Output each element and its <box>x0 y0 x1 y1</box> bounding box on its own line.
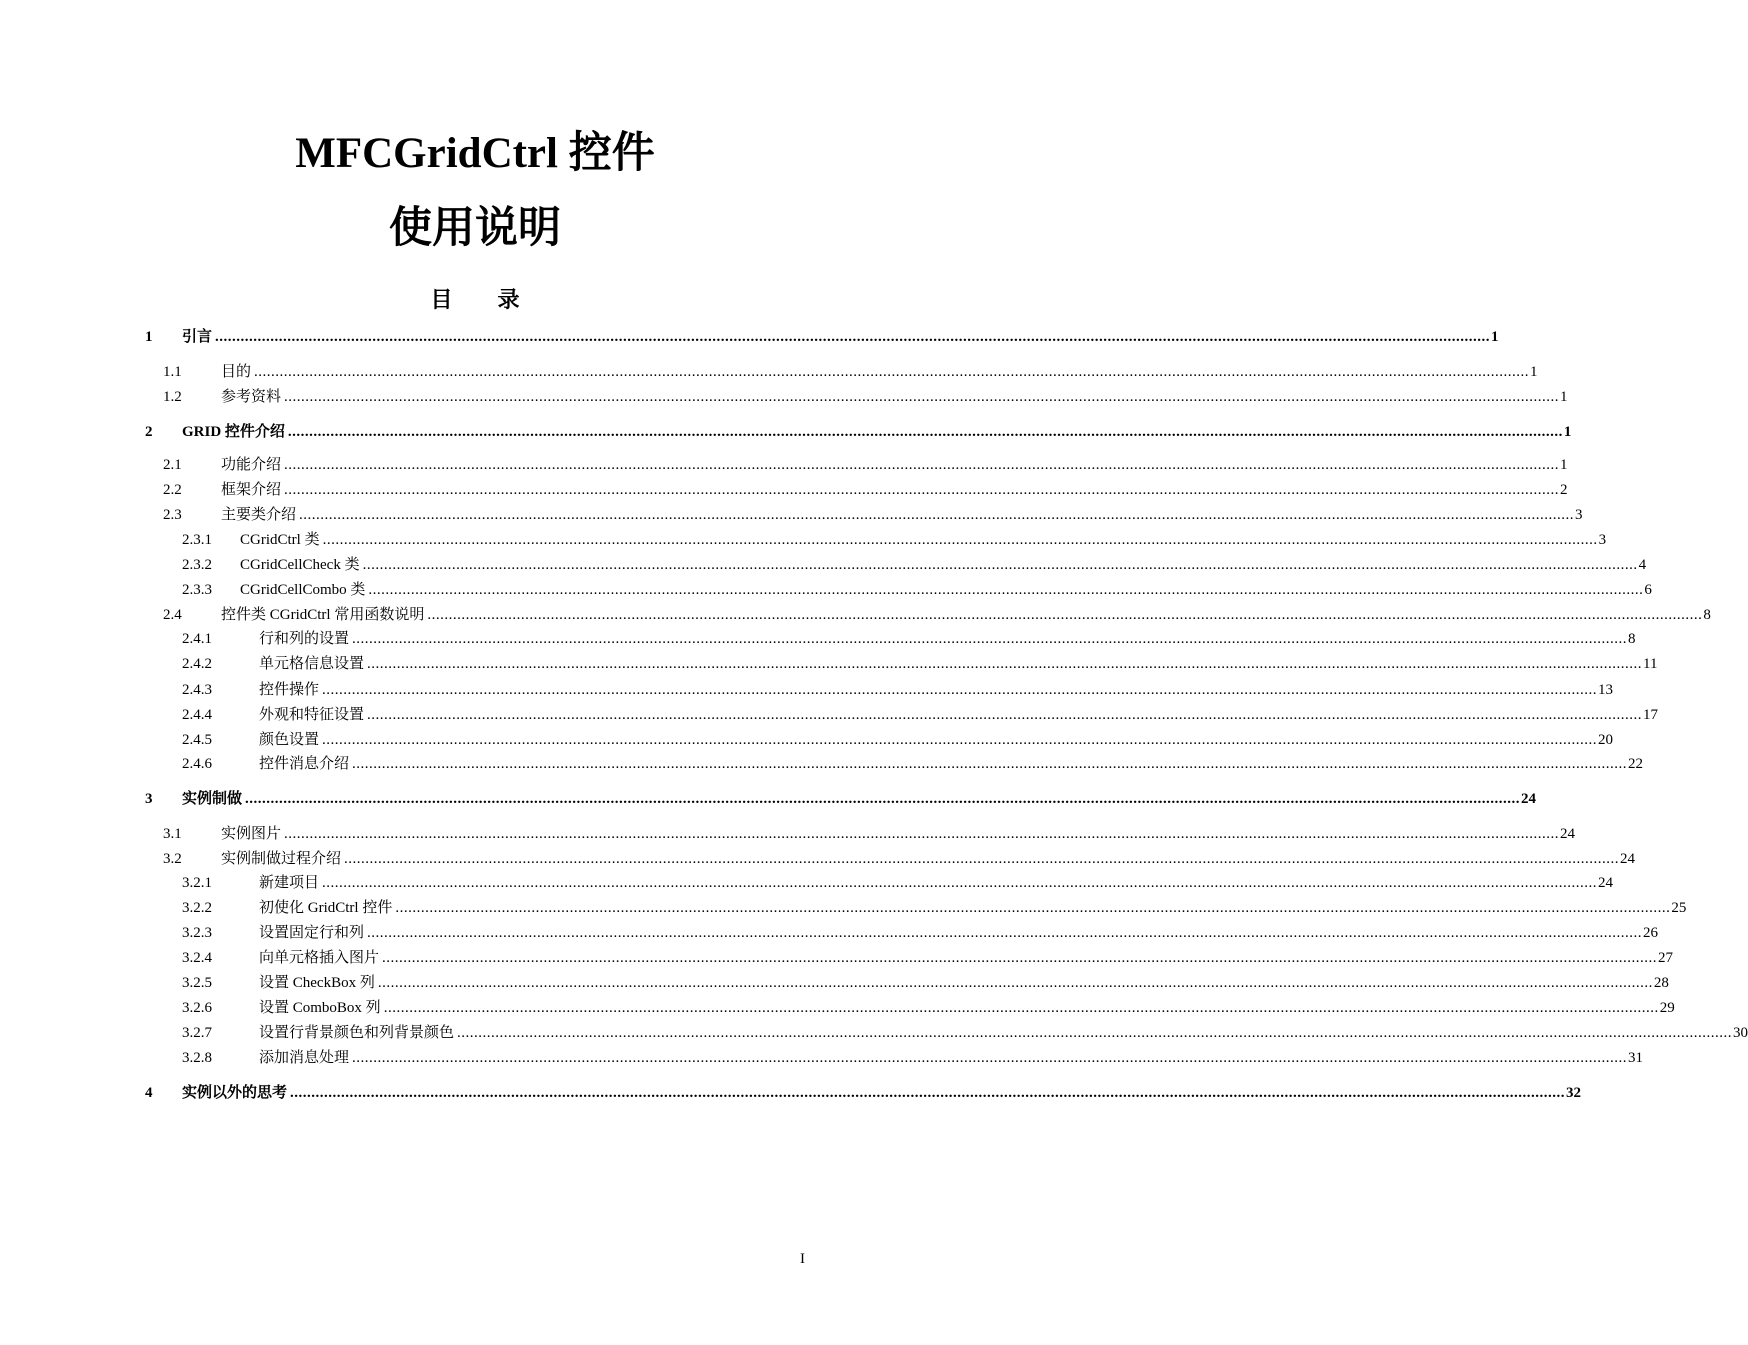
toc-entry-number: 1 <box>145 329 153 345</box>
toc-entry-title: 外观和特征设置 <box>259 707 365 723</box>
toc-entry[interactable] <box>0 386 1568 408</box>
toc-entry-page: 11 <box>1643 656 1658 672</box>
toc-entry-page: 20 <box>1598 732 1614 748</box>
toc-entry-number: 2.4.6 <box>182 756 212 772</box>
toc-entry[interactable] <box>0 679 1614 701</box>
toc-entry-title: 目的 <box>221 364 252 380</box>
toc-dot-leader: ............................................................................................................................................................................................................................................................................................................ <box>362 557 1638 573</box>
toc-entry-number: 3.2.8 <box>182 1050 212 1066</box>
toc-entry-number: 2.4.2 <box>182 656 212 672</box>
toc-entry[interactable] <box>0 504 1583 526</box>
toc-entry-title: 行和列的设置 <box>259 631 350 647</box>
toc-entry-page: 13 <box>1598 682 1614 698</box>
toc-entry[interactable] <box>0 361 1538 383</box>
toc-entry-title: 参考资料 <box>221 389 282 405</box>
toc-dot-leader: ............................................................................................................................................................................................................................................................................................................ <box>368 582 1644 598</box>
toc-entry-page: 1 <box>1560 457 1568 473</box>
toc-entry[interactable] <box>0 872 1614 894</box>
toc-entry-title: 设置固定行和列 <box>259 925 365 941</box>
toc-entry[interactable] <box>0 326 1499 348</box>
toc-entry-page: 1 <box>1563 424 1572 440</box>
toc-entry-page: 22 <box>1628 756 1644 772</box>
toc-entry-page: 1 <box>1560 389 1568 405</box>
toc-entry-number: 2.1 <box>163 457 182 473</box>
toc-entry[interactable] <box>0 997 1675 1019</box>
toc-entry-page: 2 <box>1560 482 1568 498</box>
toc-entry-title: 引言 <box>182 329 213 345</box>
toc-entry[interactable] <box>0 704 1659 726</box>
page-number: I <box>800 1251 805 1267</box>
toc-entry-title: GRID 控件介绍 <box>182 424 285 440</box>
toc-dot-leader: ............................................................................................................................................................................................................................................................................................................ <box>344 851 1620 867</box>
toc-entry-number: 2.4 <box>163 607 182 623</box>
toc-dot-leader: ............................................................................................................................................................................................................................................................................................................ <box>382 950 1658 966</box>
toc-dot-leader: ............................................................................................................................................................................................................................................................................................................ <box>299 507 1575 523</box>
toc-dot-leader: ............................................................................................................................................................................................................................................................................................................ <box>322 532 1598 548</box>
toc-entry-page: 4 <box>1638 557 1647 573</box>
toc-entry-page: 1 <box>1491 329 1499 345</box>
toc-entry-number: 2.2 <box>163 482 182 498</box>
toc-entry-title: 控件操作 <box>259 682 320 698</box>
toc-entry[interactable] <box>0 421 1572 443</box>
toc-entry-number: 3.2.3 <box>182 925 212 941</box>
toc-entry[interactable] <box>0 1047 1644 1069</box>
toc-entry-title: CGridCellCombo 类 <box>240 582 366 598</box>
toc-entry-page: 3 <box>1575 507 1583 523</box>
toc-entry-title: 新建项目 <box>259 875 320 891</box>
toc-entry[interactable] <box>0 479 1568 501</box>
toc-entry-page: 27 <box>1658 950 1674 966</box>
toc-heading: 目 录 <box>430 287 540 312</box>
toc-dot-leader: ............................................................................................................................................................................................................................................................................................................ <box>367 925 1643 941</box>
toc-entry-page: 29 <box>1659 1000 1675 1016</box>
toc-entry-number: 2.3.3 <box>182 582 212 598</box>
toc-entry[interactable] <box>0 788 1537 810</box>
toc-entry-number: 2.4.4 <box>182 707 212 723</box>
toc-entry-title: 实例图片 <box>221 826 282 842</box>
toc-entry-page: 1 <box>1530 364 1538 380</box>
toc-entry-page: 32 <box>1566 1085 1582 1101</box>
toc-entry[interactable] <box>0 554 1647 576</box>
document-subtitle: 使用说明 <box>389 205 561 252</box>
toc-dot-leader: ............................................................................................................................................................................................................................................................................................................ <box>284 389 1560 405</box>
toc-dot-leader: ............................................................................................................................................................................................................................................................................................................ <box>322 732 1598 748</box>
toc-entry-page: 24 <box>1598 875 1614 891</box>
toc-entry-title: 主要类介绍 <box>221 507 297 523</box>
toc-entry-page: 8 <box>1628 631 1636 647</box>
toc-entry-number: 3.1 <box>163 826 182 842</box>
document-title: MFCGridCtrl 控件 <box>295 130 655 177</box>
toc-entry-number: 2.4.1 <box>182 631 212 647</box>
toc-entry-number: 1.2 <box>163 389 182 405</box>
toc-entry[interactable] <box>0 848 1636 870</box>
toc-dot-leader: ............................................................................................................................................................................................................................................................................................................ <box>383 1000 1659 1016</box>
toc-entry-page: 3 <box>1598 532 1607 548</box>
toc-entry-title: CGridCellCheck 类 <box>240 557 360 573</box>
toc-dot-leader: ............................................................................................................................................................................................................................................................................................................ <box>322 682 1598 698</box>
toc-entry-number: 3 <box>145 791 153 807</box>
toc-dot-leader: ............................................................................................................................................................................................................................................................................................................ <box>284 457 1560 473</box>
toc-entry[interactable] <box>0 454 1568 476</box>
toc-entry-page: 28 <box>1653 975 1669 991</box>
toc-entry[interactable] <box>0 1022 1748 1044</box>
toc-dot-leader: ............................................................................................................................................................................................................................................................................................................ <box>377 975 1653 991</box>
toc-entry-title: 颜色设置 <box>259 732 320 748</box>
toc-dot-leader: ............................................................................................................................................................................................................................................................................................................ <box>284 826 1560 842</box>
toc-entry-page: 31 <box>1628 1050 1644 1066</box>
toc-entry[interactable] <box>0 823 1576 845</box>
toc-entry-title: 功能介绍 <box>221 457 282 473</box>
toc-dot-leader: ............................................................................................................................................................................................................................................................................................................ <box>352 756 1628 772</box>
toc-entry-title: 框架介绍 <box>221 482 282 498</box>
toc-entry[interactable] <box>0 922 1659 944</box>
toc-entry-number: 2.3.1 <box>182 532 212 548</box>
toc-entry-title: 设置 ComboBox 列 <box>259 1000 381 1016</box>
toc-entry[interactable] <box>0 579 1652 601</box>
toc-entry-title: 实例制做过程介绍 <box>221 851 342 867</box>
toc-dot-leader: ............................................................................................................................................................................................................................................................................................................ <box>367 656 1643 672</box>
toc-entry-page: 24 <box>1560 826 1576 842</box>
toc-entry[interactable] <box>0 1082 1582 1104</box>
toc-entry-page: 26 <box>1643 925 1659 941</box>
toc-entry-number: 3.2 <box>163 851 182 867</box>
toc-entry-number: 1.1 <box>163 364 182 380</box>
toc-entry-title: CGridCtrl 类 <box>240 532 320 548</box>
toc-entry-page: 25 <box>1671 900 1687 916</box>
toc-entry-number: 2.3.2 <box>182 557 212 573</box>
toc-entry-page: 30 <box>1733 1025 1748 1041</box>
toc-dot-leader: ............................................................................................................................................................................................................................................................................................................ <box>215 329 1491 345</box>
toc-dot-leader: ............................................................................................................................................................................................................................................................................................................ <box>290 1085 1566 1101</box>
toc-entry-number: 4 <box>145 1085 153 1101</box>
toc-entry-title: 添加消息处理 <box>259 1050 350 1066</box>
toc-entry-title: 实例以外的思考 <box>182 1085 288 1101</box>
toc-entry-number: 2.3 <box>163 507 182 523</box>
toc-entry-number: 3.2.2 <box>182 900 212 916</box>
toc-entry-title: 设置 CheckBox 列 <box>259 975 375 991</box>
toc-entry-page: 24 <box>1521 791 1537 807</box>
toc-dot-leader: ............................................................................................................................................................................................................................................................................................................ <box>352 1050 1628 1066</box>
toc-entry-page: 17 <box>1643 707 1659 723</box>
toc-entry-title: 单元格信息设置 <box>259 656 365 672</box>
toc-entry-title: 设置行背景颜色和列背景颜色 <box>259 1025 455 1041</box>
toc-entry[interactable] <box>0 653 1658 675</box>
toc-entry-number: 3.2.1 <box>182 875 212 891</box>
toc-entry[interactable] <box>0 947 1674 969</box>
toc-entry[interactable] <box>0 729 1614 751</box>
toc-entry-number: 3.2.4 <box>182 950 212 966</box>
toc-entry-title: 初使化 GridCtrl 控件 <box>259 900 393 916</box>
toc-dot-leader: ............................................................................................................................................................................................................................................................................................................ <box>395 900 1671 916</box>
toc-entry-page: 6 <box>1644 582 1652 598</box>
toc-entry-number: 2 <box>145 424 153 440</box>
toc-entry-number: 3.2.6 <box>182 1000 212 1016</box>
toc-entry-number: 2.4.5 <box>182 732 212 748</box>
toc-entry-title: 控件类 CGridCtrl 常用函数说明 <box>221 607 425 623</box>
toc-dot-leader: ............................................................................................................................................................................................................................................................................................................ <box>254 364 1530 380</box>
toc-entry[interactable] <box>0 972 1669 994</box>
toc-dot-leader: ............................................................................................................................................................................................................................................................................................................ <box>322 875 1598 891</box>
toc-entry[interactable] <box>0 628 1636 650</box>
toc-entry-number: 2.4.3 <box>182 682 212 698</box>
toc-entry-number: 3.2.7 <box>182 1025 212 1041</box>
toc-entry[interactable] <box>0 753 1644 775</box>
toc-entry-title: 实例制做 <box>182 791 243 807</box>
toc-entry[interactable] <box>0 897 1687 919</box>
toc-dot-leader: ............................................................................................................................................................................................................................................................................................................ <box>287 424 1563 440</box>
toc-dot-leader: ............................................................................................................................................................................................................................................................................................................ <box>284 482 1560 498</box>
toc-dot-leader: ............................................................................................................................................................................................................................................................................................................ <box>427 607 1703 623</box>
toc-dot-leader: ............................................................................................................................................................................................................................................................................................................ <box>367 707 1643 723</box>
toc-entry-title: 控件消息介绍 <box>259 756 350 772</box>
toc-dot-leader: ............................................................................................................................................................................................................................................................................................................ <box>457 1025 1733 1041</box>
toc-entry[interactable] <box>0 529 1607 551</box>
toc-dot-leader: ............................................................................................................................................................................................................................................................................................................ <box>245 791 1521 807</box>
toc-dot-leader: ............................................................................................................................................................................................................................................................................................................ <box>352 631 1628 647</box>
toc-entry[interactable] <box>0 604 1711 626</box>
toc-entry-page: 24 <box>1620 851 1636 867</box>
toc-entry-title: 向单元格插入图片 <box>259 950 380 966</box>
toc-entry-page: 8 <box>1703 607 1711 623</box>
toc-entry-number: 3.2.5 <box>182 975 212 991</box>
